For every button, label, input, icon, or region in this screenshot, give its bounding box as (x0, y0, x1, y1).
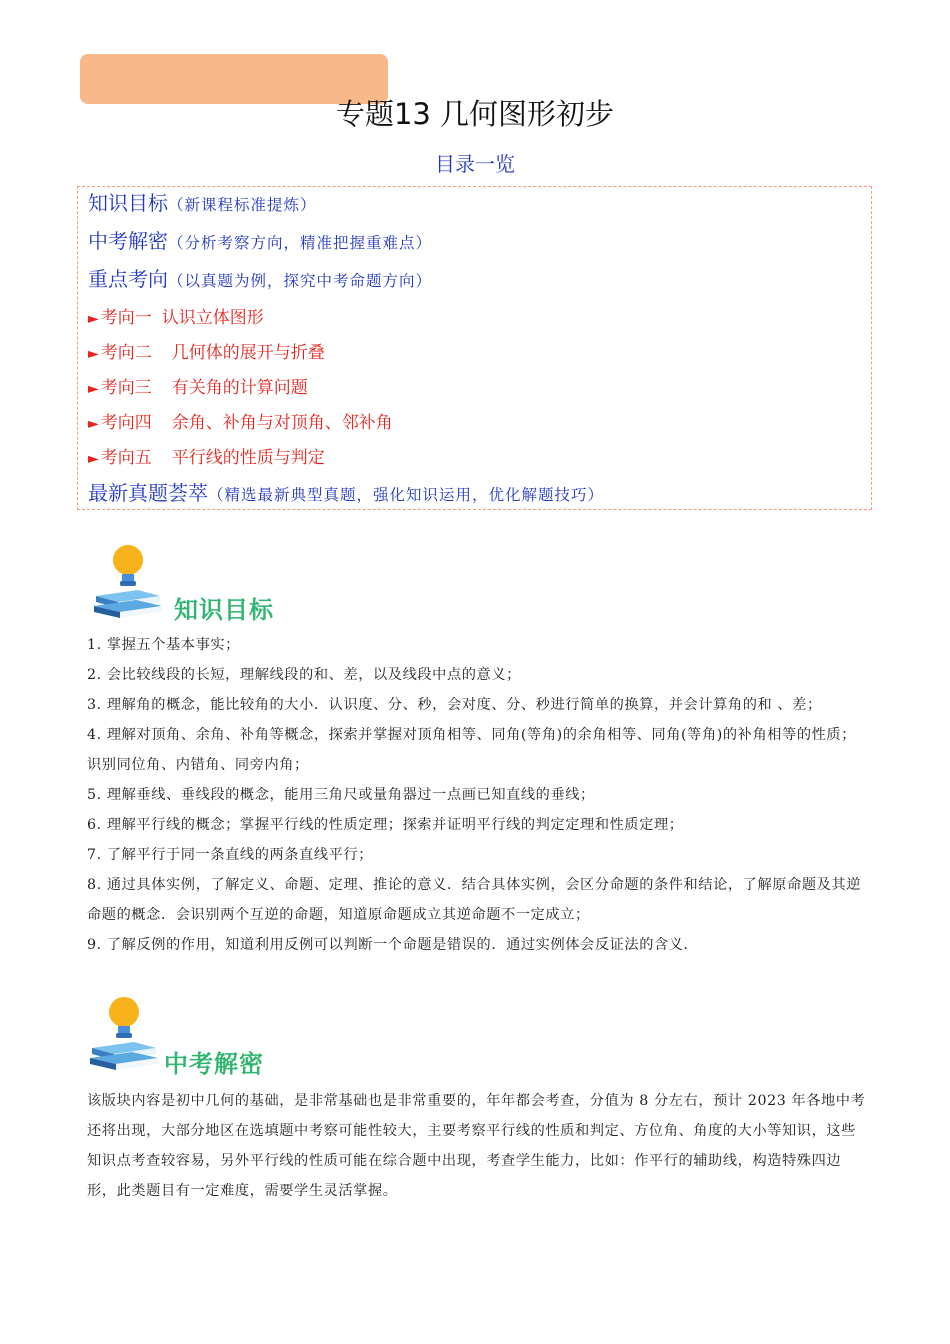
section-title-exam-decode: 中考解密 (164, 1050, 264, 1078)
page-title: 专题13 几何图形初步 (335, 97, 615, 131)
list-item: 6. 理解平行线的概念；掌握平行线的性质定理；探索并证明平行线的判定定理和性质定理； (87, 817, 684, 833)
toc-item-label: 重点考向 (88, 267, 168, 291)
list-item: 8. 通过具体实例，了解定义、命题、定理、推论的意义．结合具体实例，会区分命题的条件和结论，了解原命题及其逆命题的概念．会识别两个互逆的命题，知道原命题成立其逆命题不一定成立； (87, 877, 862, 923)
list-item: 2. 会比较线段的长短，理解线段的和、差，以及线段中点的意义； (87, 667, 521, 683)
toc-sub-text: 有关角的计算问题 (171, 378, 308, 398)
arrow-right-icon: ► (88, 311, 99, 327)
toc-sub-text: 平行线的性质与判定 (171, 448, 325, 468)
list-item: 7. 了解平行于同一条直线的两条直线平行； (87, 847, 374, 863)
toc-item-label: 知识目标 (88, 191, 168, 215)
toc-sub-item-5[interactable] (88, 443, 325, 468)
toc-sub-text: 余角、补角与对顶角、邻补角 (171, 413, 393, 433)
toc-sub-text: 几何体的展开与折叠 (171, 343, 325, 363)
toc-item-knowledge-goals[interactable] (88, 187, 317, 216)
arrow-right-icon: ► (88, 416, 99, 432)
toc-sub-label: 考向二 (100, 343, 152, 363)
toc-sub-label: 考向五 (100, 448, 152, 468)
table-of-contents (77, 186, 872, 510)
arrow-right-icon: ► (88, 346, 99, 362)
lightbulb-books-icon (86, 992, 164, 1074)
lightbulb-books-icon (90, 540, 168, 622)
toc-item-latest-exams[interactable] (88, 477, 604, 506)
toc-item-key-directions[interactable] (88, 263, 432, 292)
paragraph: 该版块内容是初中几何的基础，是非常基础也是非常重要的，年年都会考查，分值为 8 分左右，预计 2023 年各地中考还将出现，大部分地区在选填题中考察可能性较大，主要考察平行线的性质和判定、方位角、角度的大小等知识，这些知识点考查较容易，另外平行线的性质可能在综合题中出现，考查学生能力，比如：作平行的辅助线，构造特殊四边形，此类题目有一定难度，需要学生灵活掌握。 (87, 1093, 866, 1199)
toc-sub-item-2[interactable] (88, 338, 325, 363)
toc-sub-text: 认识立体图形 (161, 308, 264, 328)
toc-item-note: （新课程标准提炼） (168, 196, 317, 214)
toc-item-note: （以真题为例，探究中考命题方向） (168, 272, 433, 290)
list-item: 4. 理解对顶角、余角、补角等概念，探索并掌握对顶角相等、同角(等角)的余角相等、同角(等角)的补角相等的性质；识别同位角、内错角、同旁内角； (87, 727, 856, 773)
toc-sub-label: 考向三 (100, 378, 152, 398)
toc-sub-item-4[interactable] (88, 408, 393, 433)
arrow-right-icon: ► (88, 381, 99, 397)
toc-heading: 目录一览 (435, 152, 515, 176)
toc-item-label: 中考解密 (88, 229, 168, 253)
list-item: 5. 理解垂线、垂线段的概念，能用三角尺或量角器过一点画已知直线的垂线； (87, 787, 595, 803)
arrow-right-icon: ► (88, 451, 99, 467)
toc-sub-label: 考向一 (100, 308, 152, 328)
toc-item-exam-decode[interactable] (88, 225, 432, 254)
list-item: 1. 掌握五个基本事实； (87, 637, 240, 653)
toc-sub-item-1[interactable] (88, 303, 264, 328)
list-item: 9. 了解反例的作用，知道利用反例可以判断一个命题是错误的．通过实例体会反证法的含义． (87, 937, 699, 953)
section-title-knowledge-goals: 知识目标 (174, 596, 274, 624)
toc-item-note: （分析考察方向，精准把握重难点） (168, 234, 433, 252)
toc-item-label: 最新真题荟萃 (88, 481, 208, 505)
toc-item-note: （精选最新典型真题，强化知识运用，优化解题技巧） (208, 486, 605, 504)
toc-sub-item-3[interactable] (88, 373, 308, 398)
toc-sub-label: 考向四 (100, 413, 152, 433)
knowledge-goals-list (87, 630, 867, 960)
list-item: 3. 理解角的概念，能比较角的大小．认识度、分、秒，会对度、分、秒进行简单的换算，并会计算角的和 、差； (87, 697, 822, 713)
exam-decode-text (87, 1086, 867, 1206)
